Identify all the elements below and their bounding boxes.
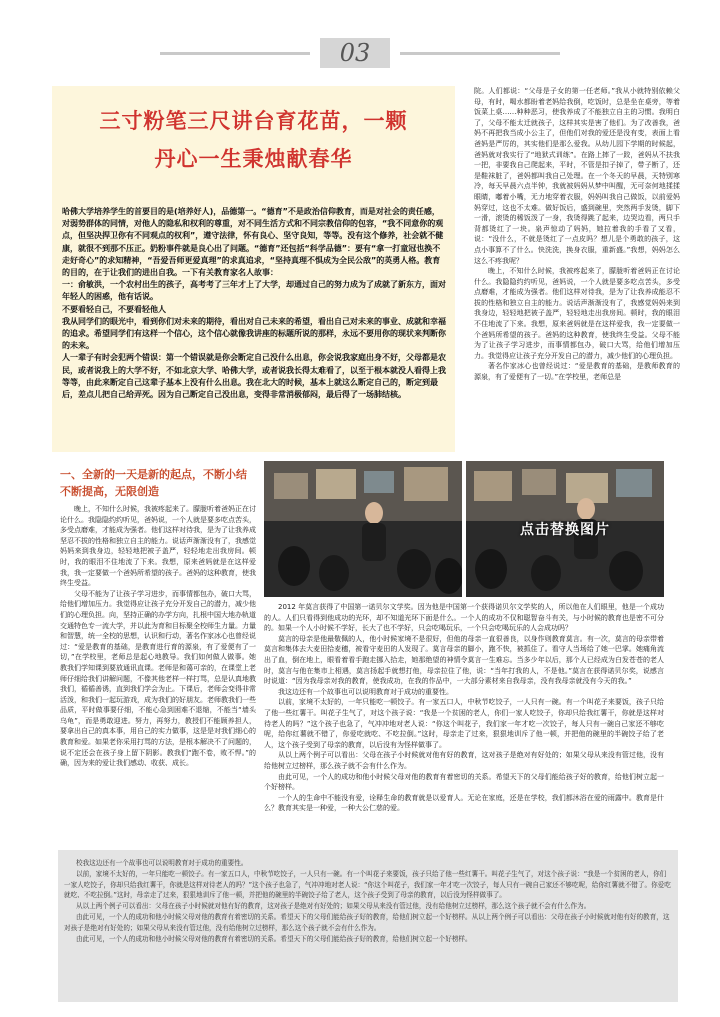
footer-text	[64, 858, 672, 944]
footer-paragraph: 由此可见，一个人的成功和他小时候父母对他的教育有着密切的关系。希望天下的父母们能给孩子好的教育，给他们树立起一个好榜样。从以上两个例子可以看出：父母在孩子小时候就对他有好的教育，这对孩子是绝对有好处的；如果父母从来没有管过他，没有给他树立过榜样，那么这个孩子就不会有什么作为。	[64, 912, 670, 932]
classroom-photo-left[interactable]	[264, 461, 462, 597]
right-column-paragraph: 晚上，不知什么时候，我被疼起来了，朦胧听着爸妈正在讨论什么。我隐隐约约听见，爸妈说，一个人就是要多吃点苦头，多受点磨难，才能成为强者。他们这样对待我，是为了让我养成能忍不拔的性格和独立自主的能力。说话声渐渐没有了，我感觉妈妈来到我身边，轻轻地把被子盖严，轻轻地走出我房间。顿时，我的眼泪不住地流了下来。我想，原来爸妈就是在这样爱我，我一定要做一个爸妈所希望的孩子。爸妈的这种教育，使我终生受益。父母不能为了让孩子学习进步，而事情都包办，破口大骂，给他们增加压力。我觉得应让孩子充分开发自己的潜力，减少他们的心理负担。	[474, 267, 680, 360]
left-column	[60, 504, 256, 842]
middle-column	[264, 602, 664, 842]
feature-title-line-1: 三寸粉笔三尺讲台育花苗，一颗	[99, 109, 408, 133]
footer-paragraph: 由此可见，一个人的成功和他小时候父母对他的教育有着密切的关系。希望天下的父母们能给孩子好的教育，给他们树立起一个好榜样。	[76, 934, 472, 943]
classroom-scene-image	[264, 461, 462, 597]
footer-paragraph: 从以上两个例子可以看出：父母在孩子小时候就对他有好的教育，这对孩子是绝对有好处的；如果父母从来没有管过他，没有给他树立过榜样，那么这个孩子就不会有什么作为。	[76, 902, 591, 911]
middle-column-paragraph: 以前，家境不太好的，一年只能吃一顿饺子。有一家五口人，中秋节吃饺子，一人只有一碗。有一个叫花子来要饭，孩子只给了他一些红薯干。叫花子生气了，对这个孩子说：“我是一个贫困的老人，你们一家人吃饺子，你却只给我红薯干，你就是这样对待老人的吗？”这个孩子也急了，气冲冲地对老人说：“你这个叫花子，我们家一年才吃一次饺子，每人只有一碗自己家还不够吃呢，给你红薯就不错了，你爱吃就吃、不吃拉倒。”这时，母亲走了过来，狠狠地训斥了他一顿，并把他的碗里的半碗饺子给了老人，这个孩子受到了母亲的教育，以后没有为怪样做事了。	[264, 698, 664, 749]
feature-box	[52, 86, 455, 452]
footer-paragraph: 以前，家境不太好的，一年只能吃一顿饺子。有一家五口人，中秋节吃饺子，一人只有一碗。有一个叫花子来要饭，孩子只给了他一些红薯干。叫花子生气了，对这个孩子说：“我是一个贫困的老人，你们一家人吃饺子，你却只给我红薯干，你就是这样对待老人的吗？”这个孩子也急了，气冲冲地对老人说：“你这个叫花子，我们家一年才吃一次饺子，每人只有一碗自己家还不够吃呢，给你红薯就不错了。你爱吃就吃、不吃拉倒。”这时，母亲走了过来，狠狠地训斥了他一顿，并把他的碗里的半碗饺子给了老人，这个孩子受到了母亲的教育，以后没为怪样做事了。	[64, 869, 671, 900]
footer-paragraph: 校我这边还有一个故事也可以说明教育对于成功的重要性。	[76, 859, 248, 867]
feature-title-line-2: 丹心一生秉烛献春华	[154, 147, 353, 171]
middle-column-paragraph: 一个人的生命中不能没有爱，诠释生命的教育就是以爱育人。无论在家庭，还是在学校，我们都沐浴在爱的雨露中。教育是什么？教育其实是一种爱，一种大公仁慈的爱。	[264, 793, 664, 813]
section-subheading: 一、全新的一天是新的起点，不断小结不断提高，无限创造	[60, 468, 247, 498]
feature-paragraph: 人一辈子有时会犯两个错误：第一个错误就是你会断定自己没什么出息，你会说我家庭出身不好，父母都是农民，或者说我上的大学不好，不如北京大学、哈佛大学，或者说我长得太难看了，以至于根本就没人看得上我等等，由此来断定自己这辈子基本上没有什么出息。我在北大的时候，基本上就这么断定自己的，断定到最后，差点儿把自己给弄死。因为自己断定自己没出息，变得非常消极郁闷，最后得了一场肺结核。	[62, 353, 446, 400]
feature-paragraph: 哈佛大学培养学生的首要目的是(培养好人)，品德第一。“德育”不是政治信仰教育，而是对社会的责任感，对弱势群体的同情，对他人的隐私和权利的尊重，对不同生活方式和不同宗教信仰的包容，“我不同意你的观点，但坚决捍卫你有不同观点的权利”，遵守法律，怀有良心、坚守良知，等等。没有这个修养，社会就不健康，就很不到那不压正。奶粉事件就是良心出了问题。“德育”还包括“科学品德”：要有“拿一打童冠也换不走好奇心”的求知精神，“吾爱吾师更爱真理”的求真追求，“坚持真理不惧成为全民公敌”的英勇人格。教育的目的，在于让我们的进出自我。一下有关教育家名人故事：	[62, 207, 444, 278]
feature-paragraph: 不要看轻自己，不要看轻他人	[62, 304, 166, 314]
page-number: 03	[320, 38, 390, 68]
feature-title	[52, 102, 455, 178]
middle-column-paragraph: 我这边还有一个故事也可以说明教育对于成功的重要性。	[278, 687, 453, 696]
middle-column-paragraph: 2012 年莫言获得了中国第一诺贝尔文学奖。因为他是中国第一个获得诺贝尔文学奖的人，所以他在人们眼里，他是一个成功的人。人们只看得到他成功的光环，却不知道光环下面是什么。一个人的成功不仅和聪智奋斗有关，与小时候的教育也是密不可分的。如果一个人小时候不学好，长大了也不学好，只会吃喝玩乐，一个只会吃喝玩乐的人会成功吗？	[264, 603, 664, 633]
footer-box	[58, 850, 678, 1002]
middle-column-paragraph: 莫言的母亲是他最敬佩的人，他小时候家境不是很好，但他的母亲一直很善良，以身作则教育莫言。有一次，莫言的母亲带着莫言和集体去大麦田拾麦穗，被看守麦田的人发现了。莫言母亲的脚小，跑不快，被抓住了。看守人当场给了她一巴掌。她痛角流出了血，倒在地上，眼看着看手跑走挪入拾走，她那绝望的神情令莫言一生难忘。当多少年以后，那个人已经成为白发苍苍的老人时，莫言与他在集市上相遇，莫言扬起手就想打他，母亲拉住了他，说：“当年打我的人，不是他。”莫言在获得诺贝尔奖，说感言时说道：“因为我母亲对我的教育，使我成功，在我的作品中，一大部分素材来自我母亲，没有我母亲就没有今天的我。”	[264, 634, 664, 686]
left-column-paragraph: 晚上，不知什么时候，我被疼起来了。朦胧听着爸妈正在讨论什么。我隐隐约约听见，爸妈说，一个人就是要多吃点苦头，多受点磨难，才能成为强者。他们这样对待我，是为了让我养成坚忍不拔的性格和独立自主的能力。说话声渐渐没有了，我感觉妈妈来到我身边，轻轻地把被子盖严，轻轻地走出我房间。顿时，我的眼泪不住地流了下来。我想，原来爸妈就是在这样爱我，我一定要做一个爸妈所希望的孩子。爸妈的这种教育，使我终生受益。	[60, 505, 256, 588]
page-header	[0, 0, 720, 72]
middle-column-paragraph: 由此可见，一个人的成功和他小时候父母对他的教育有着密切的关系。希望天下的父母们能给孩子好的教育，给他们树立起一个好榜样。	[264, 772, 664, 792]
header-rule-left	[160, 52, 310, 55]
left-column-paragraph: 父母不能为了让孩子学习进步，而事情都包办，破口大骂，给他们增加压力。我觉得应让孩子充分开发自己的潜力，减少他们的心理负担。向，坚持正确的办学方向，扎根中国大地办轨道交通特色专一流大学，并以此为育和目标聚全校师生力量。力量和智慧，统一全校的思想，认识和行动，著名作家冰心也曾经说过：“爱是教育的基础，是教育进行育的源泉，有了爱便有了一切，”在学校里，老师总是起心地教导。我们如何做人做事。她教我们学知课到要放通讯直课。老师是和蔼可亲的，在课堂上老师仔细给我们讲解问题，不像其他老样一样打骂，总是认真地教我们，循循善诱，直到我们学会为止。下课后，老师会变得非常活泼，和我们一起玩游戏，成为我们的好朋友。老师教我们一些品质，平时做事要仔细，不能心急到困难不退缩，不能当“墙头乌龟”，而是勇敢迎进。努力，再努力，教授们不能顾养担人，要拿出自己的真本事，用自己的实力做事，这是是对我们细心的教育和爱。如果老你采用打骂的方法，是根本解决不了问题的，说不定还会在孩子身上留下阴影。教我们“跑不卷，败不悍。”的确，因为来的爱让我们感动、收获、成长。	[60, 589, 256, 768]
feature-body	[62, 206, 446, 401]
right-column-paragraph: 著名作家冰心也曾经说过：“爱是教育的基础，是教师教育的源泉，有了爱便有了一切。”在学校里，老师总是	[474, 362, 680, 382]
right-column-paragraph: 院。人们都说：“父母是子女的第一任老师。”我从小就特别依赖父母，有时，喝水都盼着老妈给我倒，吃饭时，总是坐在桌旁，等着饭菜上桌……种种恶习，使我养成了不能独立自主的习惯。我明白了，父母不能太迁就孩子，这样其实是害了他们。为了改善我，爸妈不再把我当成小公主了，但他们对我的爱还是没有变，表面上看爸妈是严厉的，其实他们是那么爱我。从幼儿园下学期的时候起，爸妈就对我实行了“地狱式训练”。在路上摔了一跤，爸妈从不扶我一把，非要我自己爬起来，平时，不管是扣子掉了，带子断了，还是鞋袜脏了，爸妈都叫我自己处理。在一个冬天的早晨，天特别寒冷，每天早晨六点半钟，我就被妈妈从梦中叫醒，无可奈何地揉揉眼睛，嘟着小嘴，无力地穿着衣服，妈妈叫我自己做饭，以前爱妈妈穿过，这也不太难。做好饭后，盛到碗里，突然两手发烫，脚下一滑，滚烫的稀饭泼了一身，我烫得跳了起来，边哭边看，两只手背都烫红了一块。泉声惊动了妈妈，她拉着我的手看了又看，说：“没什么，不就是烫红了一点皮吗？想儿是个勇敢的孩子，这点小事算不了什么。快洗洗，换身衣服，重新盛。”我想，妈妈怎么这么不疼我呢？	[474, 87, 680, 265]
feature-paragraph: 我从同学们的眼光中，看到你们对未来的期待，看出对自己未来的希望，看出自己对未来的事业、成就和幸福的追求。希望同学们有这样一个信心，这个信心就像我讲座的标题所说的那样，永远不要用你的现状来判断你的未来。	[62, 316, 446, 351]
replace-image-placeholder[interactable]: 点击替换图片	[520, 522, 610, 538]
header-rule-right	[400, 52, 560, 55]
middle-column-paragraph: 从以上两个例子可以看出：父母在孩子小时候就对他有好的教育，这对孩子是绝对有好处的；如果父母从来没有管过他，没有给他树立过榜样，那么孩子就不会有什么作为。	[264, 751, 664, 770]
feature-paragraph: 一：俞敏洪，一个农村出生的孩子，高考考了三年才上了大学，却通过自己的努力成为了成就了新东方，面对年轻人的困惑，他有话说。	[62, 280, 446, 302]
right-column	[474, 86, 680, 446]
classroom-photo-right[interactable]	[466, 461, 664, 597]
